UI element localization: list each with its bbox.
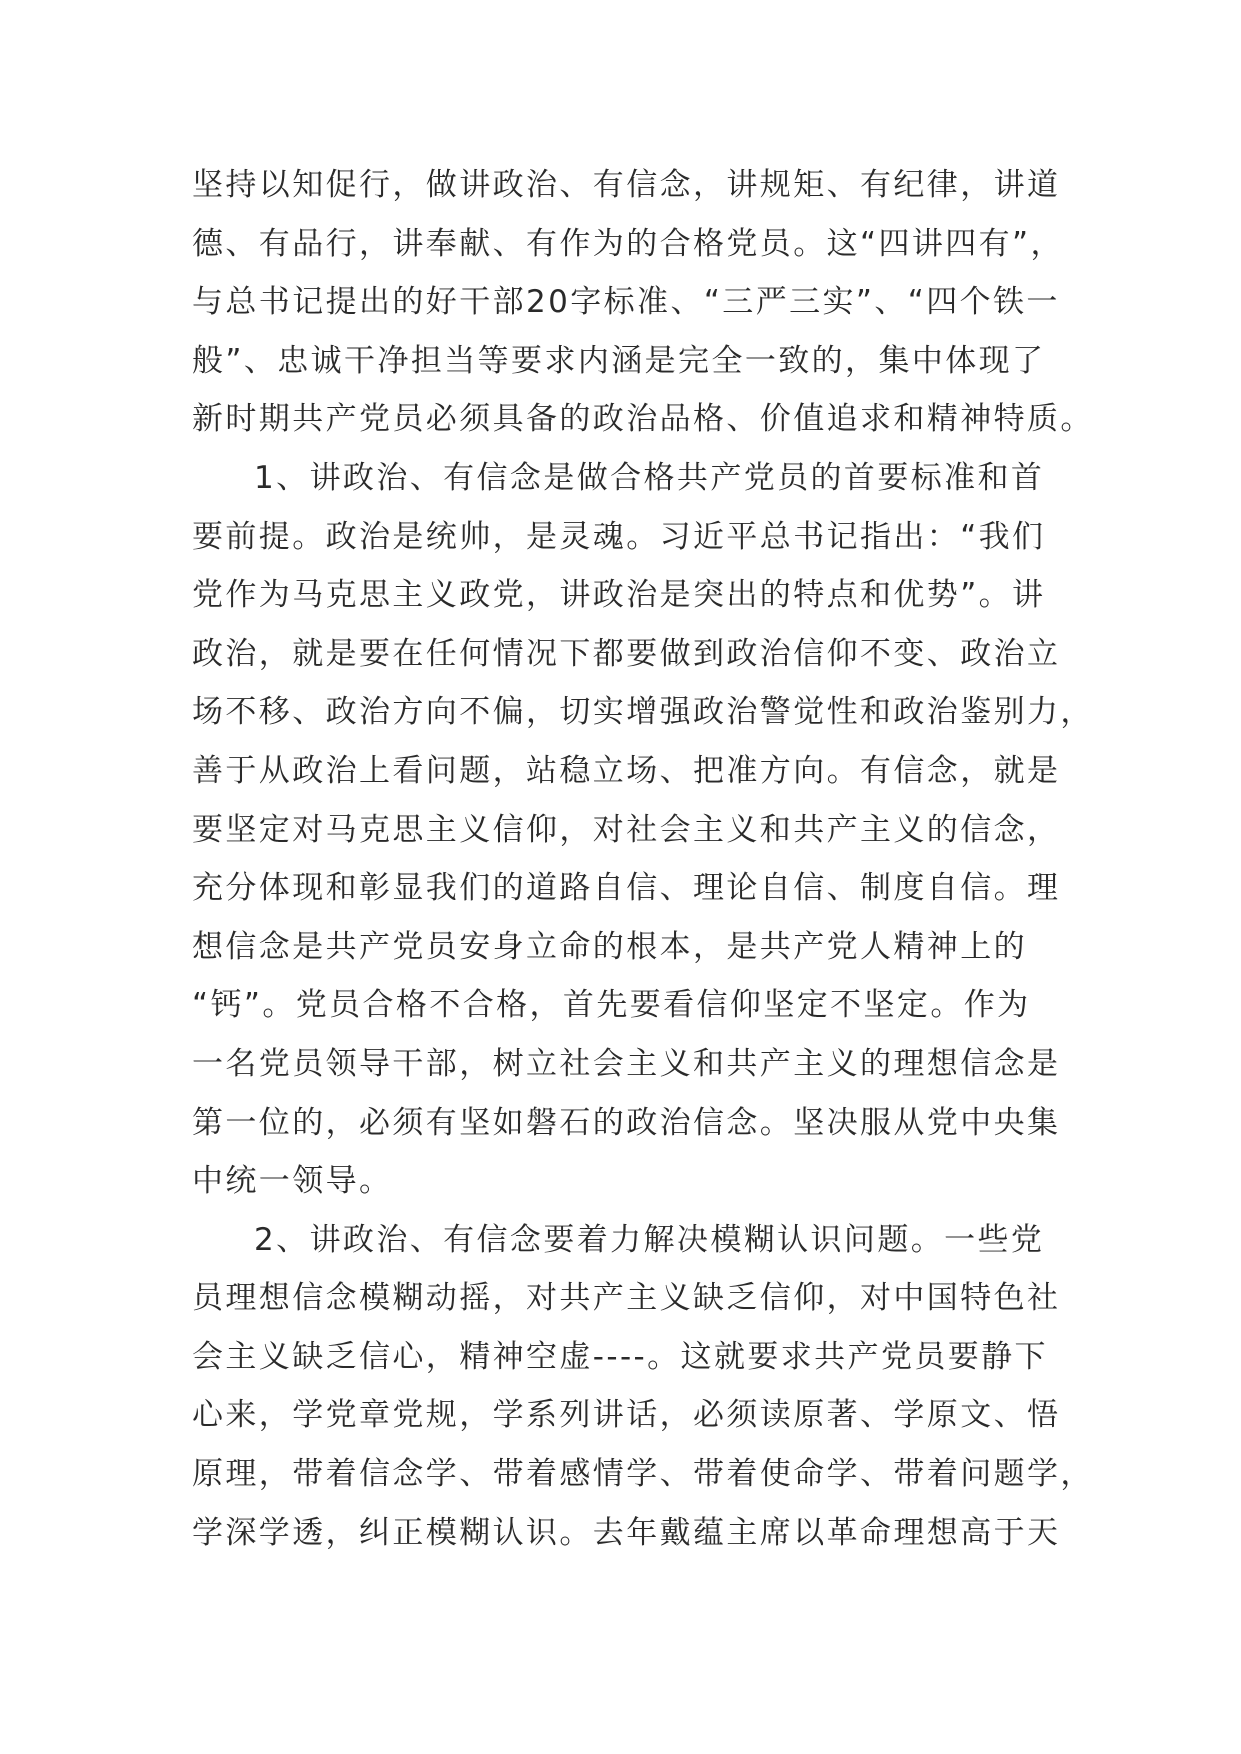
text-line: 一名党员领导干部，树立社会主义和共产主义的理想信念是 — [192, 1045, 1061, 1082]
text-line: 与总书记提出的好干部20字标准、“三严三实”、“四个铁一 — [192, 284, 1060, 321]
text-line: 学深学透，纠正模糊认识。去年戴蕴主席以革命理想高于天 — [192, 1514, 1061, 1551]
text-line: 第一位的，必须有坚如磐石的政治信念。坚决服从党中央集 — [192, 1104, 1061, 1141]
text-line: 充分体现和彰显我们的道路自信、理论自信、制度自信。理 — [192, 870, 1061, 907]
text-line: 善于从政治上看问题，站稳立场、把准方向。有信念，就是 — [192, 752, 1061, 789]
text-line: 想信念是共产党员安身立命的根本，是共产党人精神上的 — [192, 928, 1027, 965]
text-line: 新时期共产党员必须具备的政治品格、价值追求和精神特质。 — [192, 401, 1094, 438]
body-text — [192, 156, 1094, 1562]
text-line: “钙”。党员合格不合格，首先要看信仰坚定不坚定。作为 — [192, 987, 1031, 1024]
paragraph-1-first-line: 1、讲政治、有信念是做合格共产党员的首要标准和首 — [254, 459, 1045, 496]
text-line: 原理，带着信念学、带着感情学、带着使命学、带着问题学， — [192, 1456, 1094, 1493]
text-line: 要前提。政治是统帅，是灵魂。习近平总书记指出：“我们 — [192, 518, 1046, 555]
text-line: 要坚定对马克思主义信仰，对社会主义和共产主义的信念， — [192, 811, 1061, 848]
text-line: 心来，学党章党规，学系列讲话，必须读原著、学原文、悟 — [192, 1397, 1061, 1434]
text-line: 政治，就是要在任何情况下都要做到政治信仰不变、政治立 — [192, 635, 1061, 672]
text-line: 员理想信念模糊动摇，对共产主义缺乏信仰，对中国特色社 — [192, 1280, 1061, 1317]
text-line: 坚持以知促行，做讲政治、有信念，讲规矩、有纪律，讲道 — [192, 167, 1061, 203]
text-line: 会主义缺乏信心，精神空虚----。这就要求共产党员要静下 — [192, 1338, 1048, 1375]
paragraph-2-first-line: 2、讲政治、有信念要着力解决模糊认识问题。一些党 — [254, 1221, 1045, 1258]
text-line: 般”、忠诚干净担当等要求内涵是完全一致的，集中体现了 — [192, 342, 1046, 379]
text-line: 中统一领导。 — [192, 1163, 393, 1200]
text-line: 德、有品行，讲奉献、有作为的合格党员。这“四讲四有”， — [192, 225, 1064, 262]
text-line: 场不移、政治方向不偏，切实增强政治警觉性和政治鉴别力， — [192, 694, 1094, 731]
text-line: 党作为马克思主义政党，讲政治是突出的特点和优势”。讲 — [192, 577, 1046, 614]
